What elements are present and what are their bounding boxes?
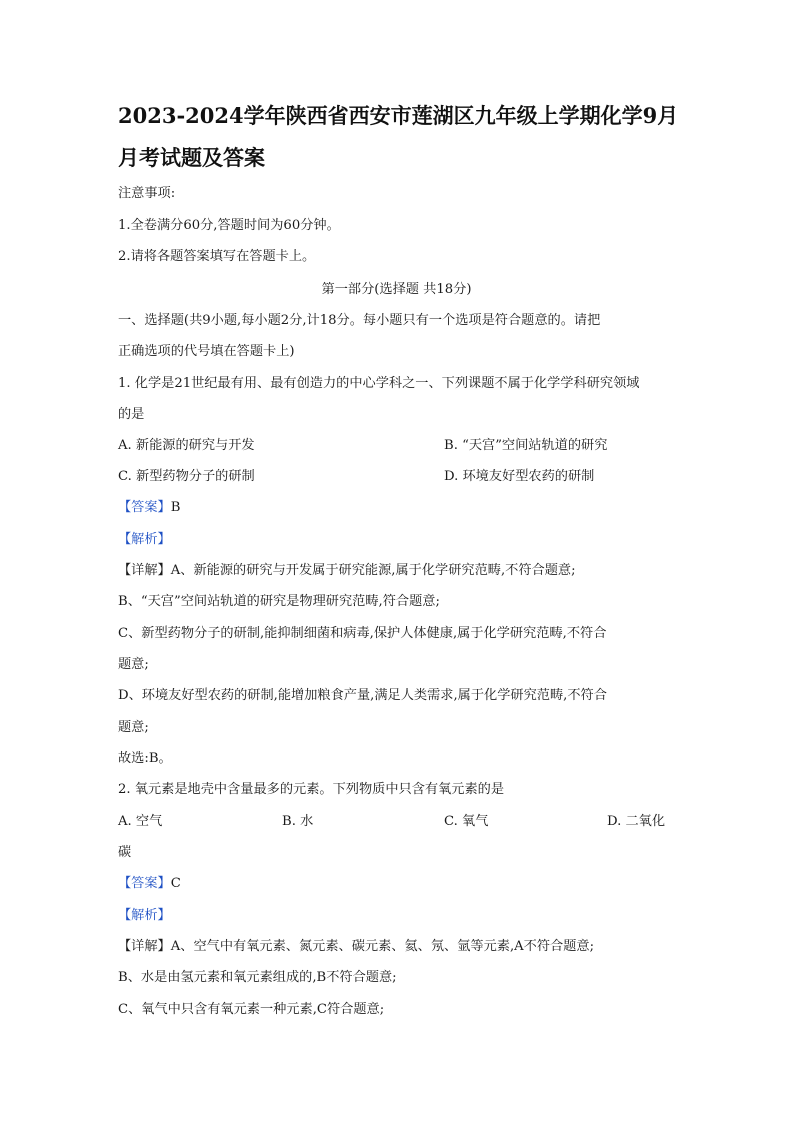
q1-detail-c-line-1: C、新型药物分子的研制,能抑制细菌和病毒,保护人体健康,属于化学研究范畴,不符合	[118, 626, 607, 641]
q1-detail-a	[118, 561, 576, 581]
section-instructions-line-2: 正确选项的代号填在答题卡上)	[118, 344, 295, 359]
q1-analysis	[118, 530, 171, 550]
q1-option-c: C. 新型药物分子的研制	[118, 469, 255, 484]
q1-answer-value: B	[170, 500, 181, 515]
q1-stem-line-1: 1. 化学是21世纪最有用、最有创造力的中心学科之一、下列课题不属于化学学科研究领域	[118, 376, 640, 391]
q2-detail-c: C、氧气中只含有氧元素一种元素,C符合题意;	[118, 1002, 385, 1017]
q1-stem-line-2: 的是	[118, 407, 145, 422]
notice-item-1: 1.全卷满分60分,答题时间为60分钟。	[118, 218, 340, 233]
q1-detail-d-line-2: 题意;	[118, 720, 149, 735]
q1-conclusion: 故选:B。	[118, 751, 172, 766]
q1-analysis-tag: 【解析】	[118, 532, 171, 547]
q2-analysis-tag: 【解析】	[118, 908, 171, 923]
q2-option-d-wrap: 碳	[118, 845, 132, 860]
q1-option-a: A. 新能源的研究与开发	[118, 438, 255, 453]
doc-title-line-1: 2023-2024学年陕西省西安市莲湖区九年级上学期化学9月	[118, 103, 679, 128]
q1-answer	[118, 498, 180, 518]
notice-heading: 注意事项:	[118, 186, 176, 201]
notice-item-2: 2.请将各题答案填写在答题卡上。	[118, 249, 316, 264]
q2-option-c: C. 氧气	[444, 814, 489, 829]
q2-detail-tag: 【详解】	[118, 939, 171, 954]
q1-answer-tag: 【答案】	[118, 500, 171, 515]
q2-answer-value: C	[170, 876, 181, 891]
doc-title-line-2: 月考试题及答案	[118, 145, 265, 170]
q1-detail-d-line-1: D、环境友好型农药的研制,能增加粮食产量,满足人类需求,属于化学研究范畴,不符合	[118, 688, 607, 703]
q1-detail-c-line-2: 题意;	[118, 657, 149, 672]
q1-option-b: B. “天宫”空间站轨道的研究	[444, 438, 608, 453]
q2-detail-b: B、水是由氢元素和氧元素组成的,B不符合题意;	[118, 970, 397, 985]
q1-option-d: D. 环境友好型农药的研制	[444, 469, 595, 484]
q2-option-b: B. 水	[282, 814, 314, 829]
part-heading: 第一部分(选择题 共18分)	[321, 282, 472, 297]
q1-detail-tag: 【详解】	[118, 563, 171, 578]
section-instructions-line-1: 一、选择题(共9小题,每小题2分,计18分。每小题只有一个选项是符合题意的。请把	[118, 313, 601, 328]
q2-stem: 2. 氧元素是地壳中含量最多的元素。下列物质中只含有氧元素的是	[118, 782, 505, 797]
q2-answer-tag: 【答案】	[118, 876, 171, 891]
q2-option-d: D. 二氧化	[607, 814, 666, 829]
q1-detail-a-text: A、新能源的研究与开发属于研究能源,属于化学研究范畴,不符合题意;	[170, 563, 576, 578]
q2-answer	[118, 874, 181, 894]
q1-detail-b: B、“天宫”空间站轨道的研究是物理研究范畴,符合题意;	[118, 594, 440, 609]
q2-option-a: A. 空气	[118, 814, 163, 829]
q2-detail-a	[118, 937, 594, 957]
q2-analysis	[118, 906, 171, 926]
q2-detail-a-text: A、空气中有氧元素、氮元素、碳元素、氦、氖、氩等元素,A不符合题意;	[170, 939, 595, 954]
